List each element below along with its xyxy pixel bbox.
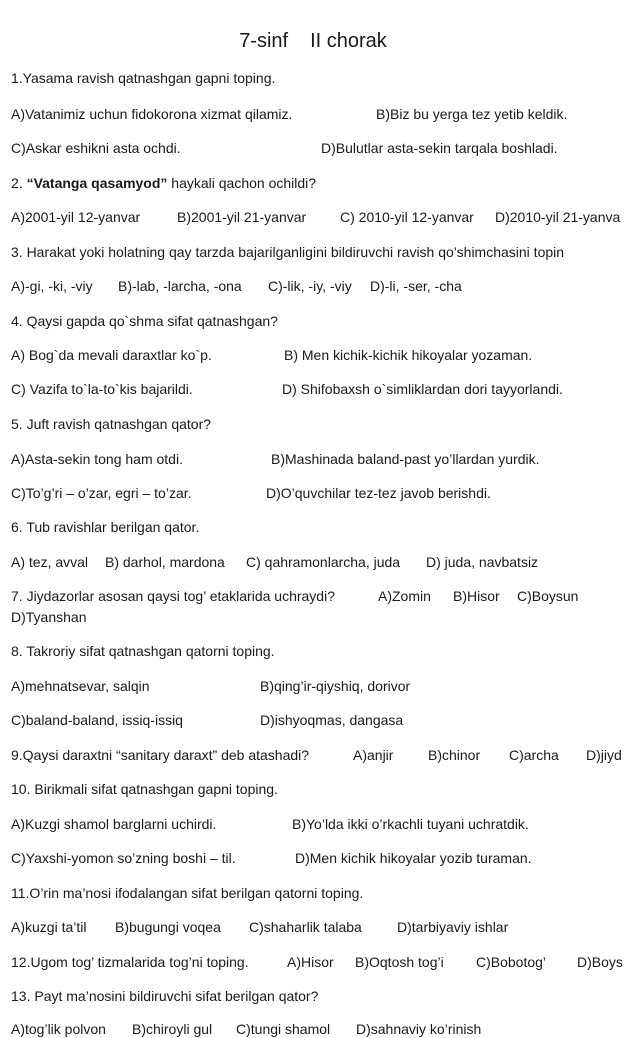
option-c: C)Askar eshikni asta ochdi. xyxy=(11,140,181,156)
option-a: A)Vatanimiz uchun fidokorona xizmat qilamiz. xyxy=(11,106,293,122)
option-a: A)Zomin xyxy=(378,588,431,604)
option-c: C)Yaxshi-yomon so’zning boshi – til. xyxy=(11,850,236,866)
option-b: B)qing’ir-qiyshiq, dorivor xyxy=(260,678,411,694)
option-a: A)mehnatsevar, salqin xyxy=(11,678,150,694)
question-number: 2. xyxy=(11,175,27,191)
option-b: B)bugungi voqea xyxy=(115,919,221,935)
option-a: A) tez, avval xyxy=(11,554,89,570)
option-b: B)Yo’lda ikki o’rkachli tuyani uchratdik. xyxy=(292,816,529,832)
option-b: B)Hisor xyxy=(453,588,500,604)
question-8 xyxy=(11,642,626,660)
question-text: 11.O’rin ma’nosi ifodalangan sifat berilgan qatorni toping. xyxy=(11,885,364,901)
option-a: A)Asta-sekin tong ham otdi. xyxy=(11,451,183,467)
option-b: B)Oqtosh tog’i xyxy=(355,954,444,970)
option-c: C)Bobotog’ xyxy=(476,954,547,970)
option-b: B)2001-yil 21-yanvar xyxy=(177,209,307,225)
option-c: C)-lik, -iy, -viy xyxy=(268,278,352,294)
option-d: D)sahnaviy ko’rinish xyxy=(356,1021,482,1037)
option-c: C)To’g’ri – o’zar, egri – to’zar. xyxy=(11,485,192,501)
option-b: B)-lab, -larcha, -ona xyxy=(118,278,242,294)
option-b: B) Men kichik-kichik hikoyalar yozaman. xyxy=(284,347,533,363)
question-4 xyxy=(11,312,626,330)
question-text: 4. Qaysi gapda qo`shma sifat qatnashgan? xyxy=(11,313,278,329)
option-d: D)2010-yil 21-yanva xyxy=(495,209,621,225)
option-d: D)Boys xyxy=(577,954,623,970)
title-grade: 7-sinf xyxy=(239,30,289,52)
option-c: C)baland-baland, issiq-issiq xyxy=(11,712,183,728)
page-title xyxy=(0,29,626,53)
option-c: C)Boysun xyxy=(517,588,579,604)
question-text: 7. Jiydazorlar asosan qaysi tog’ etaklarida uchraydi? xyxy=(11,588,335,604)
option-a: A)-gi, -ki, -viy xyxy=(11,278,93,294)
option-c: C) qahramonlarcha, juda xyxy=(246,554,401,570)
question-6 xyxy=(11,518,626,536)
option-d: D)tarbiyaviy ishlar xyxy=(397,919,509,935)
question-3 xyxy=(11,243,626,261)
question-text: 3. Harakat yoki holatning qay tarzda bajarilganligini bildiruvchi ravish qo’shimchasini topin xyxy=(11,244,565,260)
option-c: C) 2010-yil 12-yanvar xyxy=(340,209,474,225)
question-2 xyxy=(11,174,626,192)
option-a: A)2001-yil 12-yanvar xyxy=(11,209,141,225)
question-13 xyxy=(11,987,626,1005)
option-a: A)tog’lik polvon xyxy=(11,1021,106,1037)
question-text: 13. Payt ma’nosini bildiruvchi sifat berilgan qator? xyxy=(11,988,319,1004)
option-d: D)Tyanshan xyxy=(11,609,87,625)
option-b: B)Biz bu yerga tez yetib keldik. xyxy=(376,106,568,122)
question-text: haykali qachon ochildi? xyxy=(167,175,317,191)
option-d: D)Men kichik hikoyalar yozib turaman. xyxy=(295,850,532,866)
option-b: B)Mashinada baland-past yo’llardan yurdik. xyxy=(271,451,540,467)
question-text: 8. Takroriy sifat qatnashgan qatorni toping. xyxy=(11,643,275,659)
option-d: D)-li, -ser, -cha xyxy=(370,278,462,294)
question-10 xyxy=(11,780,626,798)
option-c: C)shaharlik talaba xyxy=(249,919,362,935)
option-c: C)tungi shamol xyxy=(236,1021,331,1037)
option-a: A)anjir xyxy=(353,747,394,763)
option-d: D) juda, navbatsiz xyxy=(426,554,539,570)
option-d: D) Shifobaxsh o`simliklardan dori tayyorlandi. xyxy=(282,381,563,397)
question-5 xyxy=(11,415,626,433)
question-1 xyxy=(11,69,626,87)
question-text: 10. Birikmali sifat qatnashgan gapni toping. xyxy=(11,781,278,797)
option-d: D)Bulutlar asta-sekin tarqala boshladi. xyxy=(321,140,558,156)
option-a: A)kuzgi ta’til xyxy=(11,919,87,935)
option-a: A)Hisor xyxy=(287,954,334,970)
question-text: 6. Tub ravishlar berilgan qator. xyxy=(11,519,200,535)
question-11 xyxy=(11,884,626,902)
option-a: A)Kuzgi shamol barglarni uchirdi. xyxy=(11,816,217,832)
option-c: C) Vazifa to`la-to`kis bajarildi. xyxy=(11,381,193,397)
option-a: A) Bog`da mevali daraxtlar ko`p. xyxy=(11,347,212,363)
monument-name: “Vatanga qasamyod” xyxy=(26,175,168,191)
option-c: C)archa xyxy=(509,747,559,763)
option-d: D)ishyoqmas, dangasa xyxy=(260,712,404,728)
question-text: 5. Juft ravish qatnashgan qator? xyxy=(11,416,212,432)
question-text: 12.Ugom tog’ tizmalarida tog’ni toping. xyxy=(11,954,249,970)
option-d: D)O’quvchilar tez-tez javob berishdi. xyxy=(266,485,491,501)
option-d: D)jiyd xyxy=(586,747,622,763)
question-text: 9.Qaysi daraxtni “sanitary daraxt” deb atashadi? xyxy=(11,747,310,763)
question-text: 1.Yasama ravish qatnashgan gapni toping. xyxy=(11,70,276,86)
option-b: B)chiroyli gul xyxy=(132,1021,213,1037)
option-b: B) darhol, mardona xyxy=(105,554,225,570)
option-b: B)chinor xyxy=(428,747,481,763)
title-term: II chorak xyxy=(310,30,387,52)
